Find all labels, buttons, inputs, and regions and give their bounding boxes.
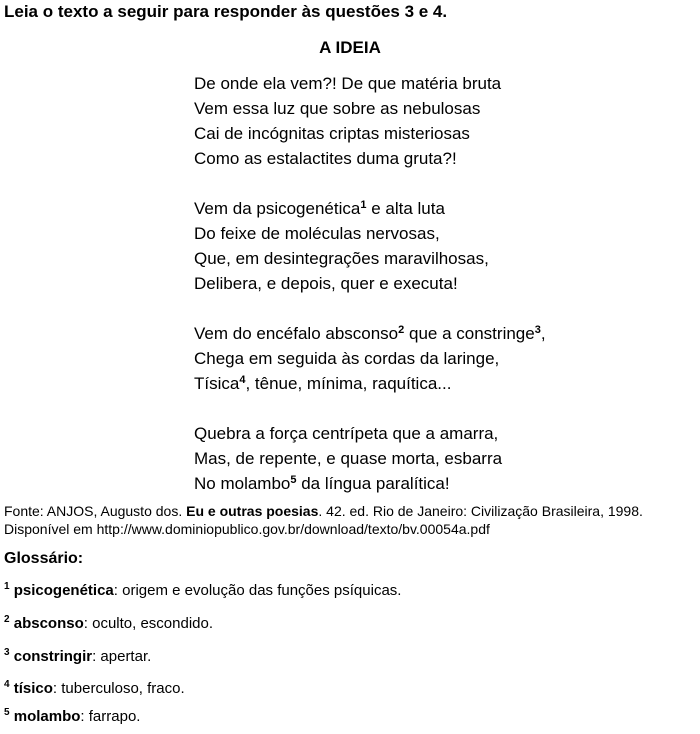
glossary-definition: : tuberculoso, fraco. — [52, 680, 185, 697]
poem-line: Delibera, e depois, quer e executa! — [194, 274, 458, 293]
poem-line — [194, 371, 546, 396]
poem-line — [194, 196, 546, 221]
glossary-number: 5 — [4, 707, 10, 718]
poem-line — [194, 471, 546, 496]
poem-text: da língua paralítica! — [296, 474, 450, 493]
glossary-number: 1 — [4, 581, 10, 592]
poem-line: Que, em desintegrações maravilhosas, — [194, 249, 489, 268]
glossary-number: 2 — [4, 614, 10, 625]
glossary-item — [4, 648, 151, 665]
glossary-item — [4, 615, 213, 632]
glossary-term: absconso — [13, 615, 84, 632]
glossary-definition: : oculto, escondido. — [83, 615, 214, 632]
glossary-number: 3 — [4, 647, 10, 658]
poem-line: Cai de incógnitas criptas misteriosas — [194, 124, 470, 143]
source-suffix: . 42. ed. Rio de Janeiro: Civilização Brasileira, 1998. — [318, 503, 643, 519]
glossary-definition: : apertar. — [92, 648, 152, 665]
poem-text: No molambo — [194, 474, 291, 493]
footnote-marker: 4 — [239, 374, 246, 386]
poem-line: De onde ela vem?! De que matéria bruta — [194, 74, 502, 93]
glossary-term: tísico — [13, 680, 53, 697]
source-citation — [4, 502, 700, 538]
glossary-item — [4, 680, 185, 697]
glossary-definition: : origem e evolução das funções psíquicas. — [113, 582, 402, 599]
poem-line — [194, 321, 546, 346]
glossary-title: Glossário: — [4, 550, 84, 567]
source-book-title: Eu e outras poesias — [186, 503, 319, 519]
poem-text: Vem do encéfalo absconso — [194, 324, 399, 343]
poem-text: Vem da psicogenética — [194, 199, 361, 218]
poem-text: que a constringe — [404, 324, 535, 343]
glossary-item — [4, 582, 401, 599]
poem-title: A IDEIA — [319, 38, 381, 57]
source-url-line: Disponível em http://www.dominiopublico.gov.br/download/texto/bv.00054a.pdf — [4, 521, 490, 537]
poem-line: Do feixe de moléculas nervosas, — [194, 224, 440, 243]
instruction-text: Leia o texto a seguir para responder às questões 3 e 4. — [4, 2, 448, 21]
footnote-marker: 1 — [360, 199, 367, 211]
poem-line: Mas, de repente, e quase morta, esbarra — [194, 449, 503, 468]
footnote-marker: 3 — [534, 324, 541, 336]
glossary-definition: : farrapo. — [80, 708, 141, 725]
source-prefix: Fonte: ANJOS, Augusto dos. — [4, 503, 187, 519]
glossary-number: 4 — [4, 679, 10, 690]
glossary-item — [4, 708, 140, 725]
poem-text: , — [540, 324, 546, 343]
poem-line: Vem essa luz que sobre as nebulosas — [194, 99, 481, 118]
footnote-marker: 5 — [290, 474, 297, 486]
poem-body — [194, 71, 546, 496]
glossary-term: constringir — [13, 648, 93, 665]
poem-text: Tísica — [194, 374, 240, 393]
poem-text: e alta luta — [366, 199, 445, 218]
poem-line: Chega em seguida às cordas da laringe, — [194, 349, 500, 368]
poem-line: Como as estalactites duma gruta?! — [194, 149, 457, 168]
poem-line: Quebra a força centrípeta que a amarra, — [194, 424, 499, 443]
glossary-term: molambo — [13, 708, 81, 725]
footnote-marker: 2 — [398, 324, 405, 336]
glossary-term: psicogenética — [13, 582, 114, 599]
poem-text: , tênue, mínima, raquítica... — [245, 374, 452, 393]
